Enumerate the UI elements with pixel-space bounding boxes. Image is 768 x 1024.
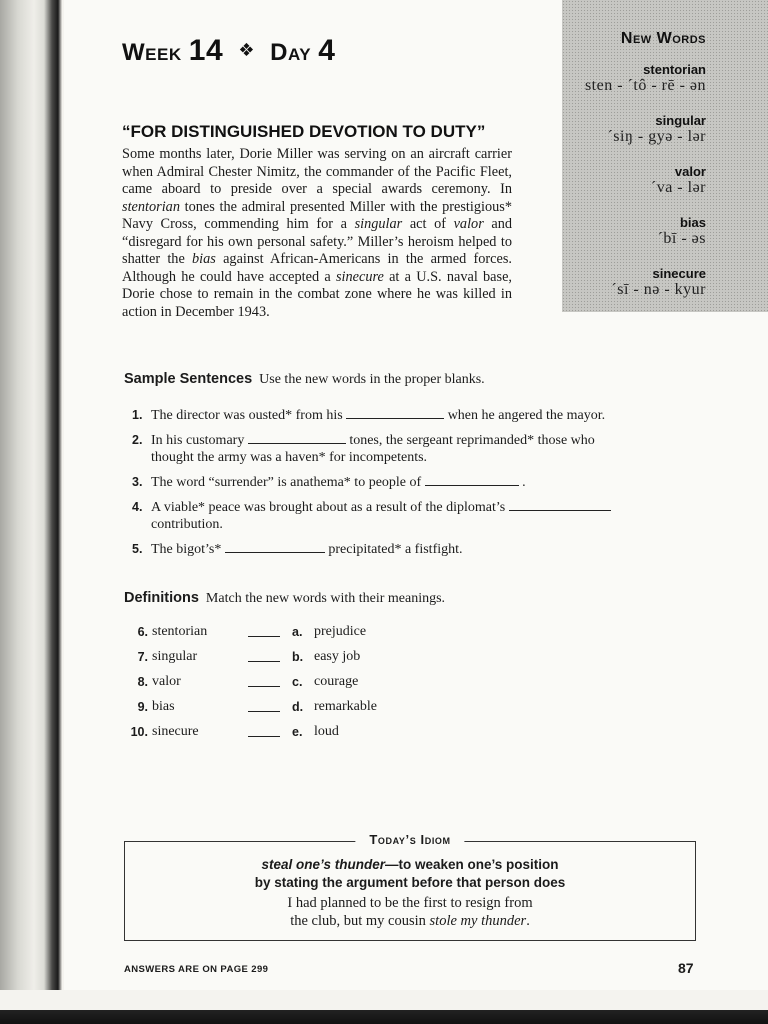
week-number: 14 xyxy=(188,34,224,67)
item-number: 9. xyxy=(137,700,148,714)
answer-blank[interactable] xyxy=(248,736,280,737)
item-number: 6. xyxy=(137,625,148,639)
idiom-phrase: steal one’s thunder xyxy=(261,857,385,872)
answer-blank[interactable] xyxy=(248,431,346,444)
answer-blank[interactable] xyxy=(225,540,325,553)
definition-word: bias xyxy=(152,699,175,714)
story-text: tones the admiral presented Miller with the prestigious* Navy Cross, commending him for a xyxy=(122,198,512,232)
choice-meaning: loud xyxy=(314,724,339,739)
idiom-definition-text: by stating the argument before that person does xyxy=(254,875,566,890)
pronunciation: ´siŋ - gyə - lər xyxy=(607,128,706,145)
vocab-word: stentorian xyxy=(122,198,180,215)
answer-blank[interactable] xyxy=(248,636,280,637)
sentence-text: The word “surrender” is anathema* to people of xyxy=(151,475,422,490)
new-words-box xyxy=(562,0,768,312)
story-text: act of xyxy=(402,216,454,232)
definition-word: singular xyxy=(152,649,198,664)
binding-edge xyxy=(0,0,62,1024)
sentence-text: The director was ousted* from his xyxy=(151,408,343,423)
new-word: bias xyxy=(679,215,706,230)
sentence-text: In his customary xyxy=(151,433,245,448)
sample-sentence xyxy=(132,406,672,424)
new-word: sinecure xyxy=(652,266,706,281)
vocab-word: bias xyxy=(192,251,216,267)
choice-meaning: remarkable xyxy=(314,699,377,714)
item-number: 7. xyxy=(137,650,148,664)
choice-letter: a. xyxy=(292,625,303,639)
sentence-text: precipitated* a fistfight. xyxy=(328,542,463,557)
answer-blank[interactable] xyxy=(509,498,611,511)
sample-sentence xyxy=(132,431,672,466)
definition-row xyxy=(128,624,528,642)
choice-letter: b. xyxy=(292,650,304,664)
answer-blank[interactable] xyxy=(248,711,280,712)
day-label: Day xyxy=(270,39,312,66)
new-words-heading: New Words xyxy=(620,30,706,47)
idiom-example xyxy=(125,894,695,930)
idiom-title: Today’s Idiom xyxy=(355,832,464,847)
new-word-entry xyxy=(658,215,706,248)
answers-note: ANSWERS ARE ON PAGE 299 xyxy=(124,964,269,975)
pronunciation: ´va - lər xyxy=(650,179,706,196)
definition-row xyxy=(128,699,528,717)
story-text: and “disregard for his own personal safety.” Miller’s heroism helped to shatter the xyxy=(122,216,512,267)
definition-row xyxy=(128,649,528,667)
choice-letter: c. xyxy=(292,675,303,689)
definition-row xyxy=(128,674,528,692)
choice-letter: e. xyxy=(292,725,303,739)
answer-blank[interactable] xyxy=(346,406,444,419)
story-title: “FOR DISTINGUISHED DEVOTION TO DUTY” xyxy=(122,122,486,141)
page-number: 87 xyxy=(678,960,694,976)
item-number: 10. xyxy=(130,725,148,739)
sentence-text: when he angered the mayor. xyxy=(447,408,606,423)
choice-meaning: courage xyxy=(314,674,359,689)
pronunciation: ´sī - nə - kyur xyxy=(611,281,706,298)
story-text: at a U.S. naval base, Dorie chose to remain in the combat zone where he was killed in action in December 1943. xyxy=(122,268,513,320)
idiom-example-emphasis: stole my thunder xyxy=(429,913,527,929)
pronunciation: sten - ´tô - rē - ən xyxy=(584,77,706,94)
answer-blank[interactable] xyxy=(248,661,280,662)
sample-sentence xyxy=(132,473,672,491)
idiom-example-text: . xyxy=(526,913,530,929)
story-text: Some months later, Dorie Miller was serving on an aircraft carrier when Admiral Chester Nimitz, the commander of the Pacific Fleet, came aboard to preside over a special awards ceremony. In xyxy=(122,146,512,197)
section-title: Sample Sentences xyxy=(124,371,253,387)
new-word: valor xyxy=(674,164,706,179)
section-title: Definitions xyxy=(124,590,199,606)
item-number: 1. xyxy=(132,408,143,422)
idiom-example-text: I had planned to be the first to resign from xyxy=(287,895,533,911)
item-number: 2. xyxy=(132,433,143,447)
item-number: 5. xyxy=(132,542,143,556)
new-word-entry xyxy=(611,266,706,299)
definition-row xyxy=(128,724,528,742)
answer-blank[interactable] xyxy=(248,686,280,687)
idiom-box xyxy=(124,832,696,941)
definition-word: stentorian xyxy=(152,624,208,639)
item-number: 8. xyxy=(137,675,148,689)
sentence-text: thought the army was a haven* for incompetents. xyxy=(151,450,428,465)
story-paragraph xyxy=(122,146,512,321)
new-word-entry xyxy=(607,113,706,146)
scan-bottom-edge xyxy=(0,990,768,1024)
vocab-word: valor xyxy=(453,216,484,232)
story-text: against African-Americans in the armed forces. Although he could have accepted a xyxy=(122,251,512,285)
section-instruction: Use the new words in the proper blanks. xyxy=(259,372,485,387)
sentence-text: tones, the sergeant reprimanded* those who xyxy=(349,433,595,448)
idiom-definition xyxy=(125,856,695,892)
sentence-text: . xyxy=(522,475,526,490)
idiom-definition-text: —to weaken one’s position xyxy=(385,857,559,872)
sample-sentences-heading xyxy=(124,371,485,388)
new-word: singular xyxy=(655,113,706,128)
sample-sentence xyxy=(132,498,672,533)
choice-meaning: prejudice xyxy=(314,624,367,639)
sentence-text: A viable* peace was brought about as a result of the diplomat’s xyxy=(151,500,506,515)
item-number: 3. xyxy=(132,475,143,489)
definition-word: sinecure xyxy=(152,724,199,739)
definition-word: valor xyxy=(152,674,181,689)
definitions-heading xyxy=(124,590,445,607)
vocab-word: sinecure xyxy=(335,268,384,285)
choice-meaning: easy job xyxy=(314,649,361,664)
week-label: Week xyxy=(122,39,182,66)
new-word-entry xyxy=(651,164,706,197)
new-word: stentorian xyxy=(643,62,706,77)
sentence-text: contribution. xyxy=(151,517,223,532)
page-title xyxy=(122,34,335,68)
item-number: 4. xyxy=(132,500,143,514)
idiom-example-text: the club, but my cousin xyxy=(290,913,430,929)
sentence-text: The bigot’s* xyxy=(151,542,222,557)
day-number: 4 xyxy=(318,34,336,67)
new-word-entry xyxy=(585,62,706,95)
answer-blank[interactable] xyxy=(425,473,519,486)
choice-letter: d. xyxy=(292,700,304,714)
pronunciation: ´bī - əs xyxy=(657,230,706,247)
sample-sentence xyxy=(132,540,672,558)
vocab-word: singular xyxy=(354,216,403,232)
diamond-separator-icon: ❖ xyxy=(238,40,255,60)
section-instruction: Match the new words with their meanings. xyxy=(205,591,446,606)
